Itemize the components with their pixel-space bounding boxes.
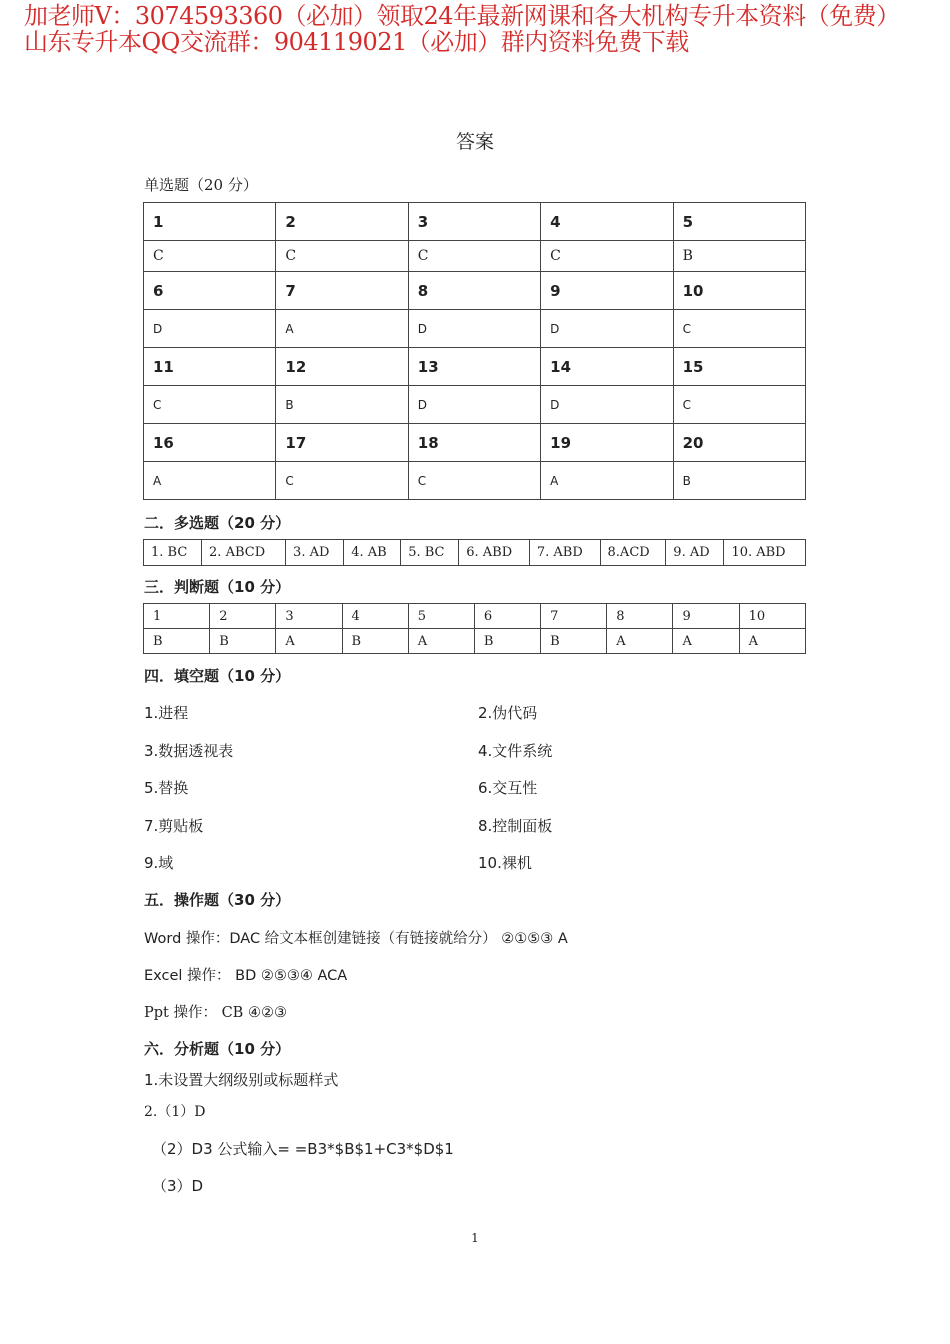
- tf-answer-cell: A: [673, 629, 739, 654]
- analysis-q1: 1.未设置大纲级别或标题样式: [144, 1071, 339, 1089]
- multi-choice-cell: 6. ABD: [459, 540, 530, 566]
- answer-cell: A: [276, 310, 408, 348]
- operation-excel: Excel 操作： BD ②⑤③④ ACA: [144, 968, 348, 984]
- fill-blank-item: 1.进程: [144, 704, 189, 722]
- analysis-heading: 六．分析题（10 分）: [144, 1040, 291, 1058]
- single-choice-heading: 单选题（20 分）: [144, 176, 258, 194]
- answer-cell: C: [276, 241, 408, 272]
- analysis-q2-3: （3）D: [152, 1177, 204, 1195]
- page-title: 答案: [455, 131, 494, 153]
- tf-number-cell: 2: [210, 604, 276, 629]
- tf-number-cell: 10: [739, 604, 805, 629]
- analysis-q2: 2.（1）D: [144, 1104, 206, 1120]
- question-number-cell: 17: [276, 424, 408, 462]
- tf-answer-cell: B: [474, 629, 540, 654]
- answer-cell: D: [541, 386, 673, 424]
- question-number-cell: 12: [276, 348, 408, 386]
- multi-choice-cell: 5. BC: [401, 540, 459, 566]
- operation-ppt: Ppt 操作： CB ④②③: [144, 1005, 287, 1021]
- tf-answer-cell: A: [607, 629, 673, 654]
- answer-cell: B: [673, 462, 805, 500]
- tf-number-cell: 5: [408, 604, 474, 629]
- answer-cell: C: [144, 241, 276, 272]
- single-choice-number-row: [144, 272, 806, 310]
- tf-answer-cell: A: [739, 629, 805, 654]
- tf-number-cell: 7: [541, 604, 607, 629]
- fill-blank-item: 6.交互性: [478, 779, 538, 797]
- question-number-cell: 13: [408, 348, 540, 386]
- tf-number-cell: 9: [673, 604, 739, 629]
- multi-choice-table: [143, 539, 806, 566]
- operation-heading: 五．操作题（30 分）: [144, 891, 291, 909]
- answer-cell: C: [673, 310, 805, 348]
- watermark-line-2: 山东专升本QQ交流群：904119021（必加）群内资料免费下载: [24, 28, 689, 56]
- fill-blank-item: 10.裸机: [478, 854, 532, 872]
- single-choice-answer-row: [144, 310, 806, 348]
- question-number-cell: 15: [673, 348, 805, 386]
- fill-blank-item: 3.数据透视表: [144, 741, 234, 760]
- tf-answer-cell: A: [276, 629, 342, 654]
- question-number-cell: 4: [541, 203, 673, 241]
- multi-choice-cell: 8.ACD: [600, 540, 666, 566]
- question-number-cell: 6: [144, 272, 276, 310]
- answer-cell: D: [408, 310, 540, 348]
- multi-choice-cell: 2. ABCD: [202, 540, 286, 566]
- question-number-cell: 2: [276, 203, 408, 241]
- fill-blank-item: 9.域: [144, 854, 174, 872]
- answer-cell: C: [276, 462, 408, 500]
- multi-choice-cell: 10. ABD: [724, 540, 806, 566]
- answer-cell: C: [673, 386, 805, 424]
- multi-choice-cell: 3. AD: [286, 540, 344, 566]
- tf-answer-cell: A: [408, 629, 474, 654]
- single-choice-answer-row: [144, 462, 806, 500]
- answer-cell: C: [541, 241, 673, 272]
- answer-cell: B: [673, 241, 805, 272]
- question-number-cell: 1: [144, 203, 276, 241]
- fill-blank-item: 2.伪代码: [478, 704, 538, 722]
- fill-blank-heading: 四．填空题（10 分）: [144, 667, 291, 685]
- single-choice-answer-row: [144, 386, 806, 424]
- multi-choice-cell: 1. BC: [144, 540, 202, 566]
- multi-choice-cell: 9. AD: [666, 540, 724, 566]
- page-number: 1: [471, 1231, 479, 1245]
- question-number-cell: 18: [408, 424, 540, 462]
- answer-cell: C: [144, 386, 276, 424]
- single-choice-answer-row: [144, 241, 806, 272]
- tf-answer-cell: B: [342, 629, 408, 654]
- question-number-cell: 16: [144, 424, 276, 462]
- fill-blank-item: 4.文件系统: [478, 741, 553, 760]
- single-choice-table: [143, 202, 806, 500]
- answer-cell: D: [144, 310, 276, 348]
- tf-number-cell: 8: [607, 604, 673, 629]
- multi-choice-heading: 二．多选题（20 分）: [144, 514, 291, 532]
- single-choice-number-row: [144, 424, 806, 462]
- question-number-cell: 19: [541, 424, 673, 462]
- single-choice-number-row: [144, 203, 806, 241]
- fill-blank-item: 8.控制面板: [478, 816, 553, 835]
- multi-choice-cell: 7. ABD: [529, 540, 600, 566]
- answer-cell: A: [144, 462, 276, 500]
- tf-answer-cell: B: [144, 629, 210, 654]
- true-false-heading: 三．判断题（10 分）: [144, 578, 291, 596]
- analysis-q2-2: （2）D3 公式输入= =B3*$B$1+C3*$D$1: [152, 1140, 454, 1158]
- question-number-cell: 10: [673, 272, 805, 310]
- tf-number-cell: 6: [474, 604, 540, 629]
- answer-cell: A: [541, 462, 673, 500]
- question-number-cell: 20: [673, 424, 805, 462]
- answer-cell: C: [408, 462, 540, 500]
- question-number-cell: 7: [276, 272, 408, 310]
- question-number-cell: 3: [408, 203, 540, 241]
- answer-cell: B: [276, 386, 408, 424]
- answer-cell: C: [408, 241, 540, 272]
- question-number-cell: 5: [673, 203, 805, 241]
- multi-choice-cell: 4. AB: [344, 540, 401, 566]
- tf-number-cell: 3: [276, 604, 342, 629]
- single-choice-number-row: [144, 348, 806, 386]
- tf-number-cell: 4: [342, 604, 408, 629]
- tf-number-cell: 1: [144, 604, 210, 629]
- tf-answer-cell: B: [210, 629, 276, 654]
- tf-answer-cell: B: [541, 629, 607, 654]
- question-number-cell: 14: [541, 348, 673, 386]
- question-number-cell: 9: [541, 272, 673, 310]
- fill-blank-item: 5.替换: [144, 779, 189, 797]
- question-number-cell: 8: [408, 272, 540, 310]
- question-number-cell: 11: [144, 348, 276, 386]
- answer-cell: D: [408, 386, 540, 424]
- operation-word: Word 操作：DAC 给文本框创建链接（有链接就给分） ②①⑤③ A: [144, 931, 568, 947]
- answer-cell: D: [541, 310, 673, 348]
- watermark-line-1: 加老师V：3074593360（必加）领取24年最新网课和各大机构专升本资料（免费）: [24, 2, 900, 30]
- fill-blank-item: 7.剪贴板: [144, 816, 204, 835]
- true-false-table: [143, 603, 806, 654]
